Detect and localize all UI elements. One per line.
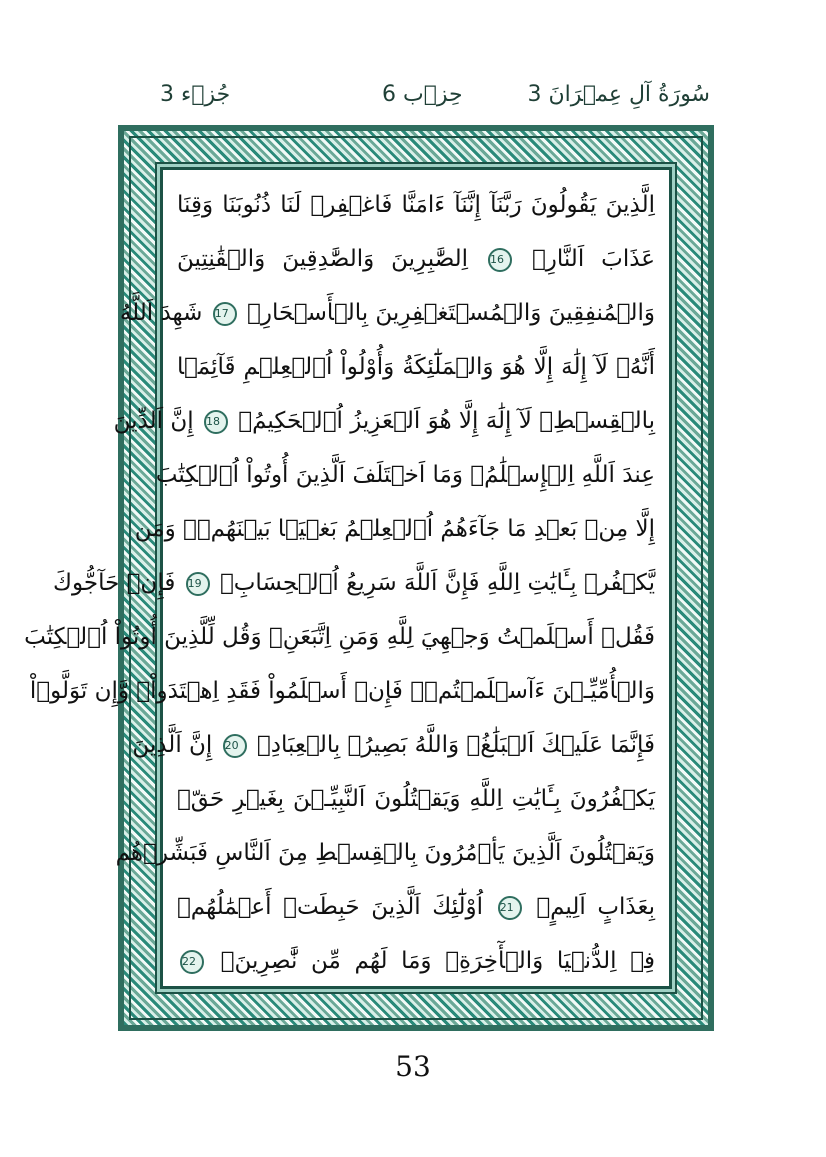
verse-line: يَّكۡفُرۡ بِـَٔايَٰتِ اِللَّهِ فَإِنَّ اَللَّهَ سَرِيعُ اُ۬لۡحِسَابِۖ 19 فَإِنۡ حَآجُّوكَ: [53, 570, 655, 596]
text-panel: [24, 167, 672, 989]
verse-line: وَيَقۡتُلُونَ اَلَّذِينَ يَأۡمُرُونَ بِالۡقِسۡطِ مِنَ اَلنَّاسِ فَبَشِّرۡهُم: [115, 840, 655, 866]
ayah-number-marker: 18: [204, 410, 228, 434]
ayah-number-marker: 22: [180, 950, 204, 974]
hizb-label: حِزۡب 6: [382, 82, 463, 107]
ornamental-border: [24, 125, 714, 1031]
page-header: [150, 82, 710, 118]
ayah-number-marker: 20: [223, 734, 247, 758]
verse-line: فَقُلۡ أَسۡلَمۡتُ وَجۡهِيَ لِلَّهِ وَمَنِ اِتَّبَعَنِۖ وَقُل لِّلَّذِينَ أُوتُواْ اُ۬لۡكِتَٰبَ: [24, 624, 655, 650]
ayah-number-marker: 16: [488, 248, 512, 272]
verse-line: فَإِنَّمَا عَلَيۡكَ اَلۡبَلَٰغُۖ وَاللَّهُ بَصِيرُۢ بِالۡعِبَادِۖ 20 إِنَّ اَلَّذِينَ: [132, 732, 655, 758]
page-number: 53: [395, 1050, 431, 1083]
verse-line: بِعَذَابٍ اَلِيمٍۖ 21 اُوْلَٰٓئِكَ اَلَّذِينَ حَبِطَتۡ أَعۡمَٰلُهُمۡ: [177, 894, 656, 920]
verse-line: إِلَّا مِنۢ بَعۡدِ مَا جَآءَهُمُ اُ۬لۡعِلۡمُ بَغۡيَۢا بَيۡنَهُمۡۖ وَمَن: [134, 516, 655, 542]
surah-label: 3 سُورَةُ آلِ عِمۡرَانَ: [527, 82, 710, 107]
ayah-number-marker: 17: [213, 302, 237, 326]
verse-line: فِے اِلدُّنۡيَا وَالۡأٓخِرَةِۖ وَمَا لَهُم مِّن نَّٰصِرِينَۖ 22: [182, 948, 655, 974]
verse-line: اِلَّذِينَ يَقُولُونَ رَبَّنَآ إِنَّنَآ ءَامَنَّا فَاغۡفِرۡ لَنَا ذُنُوبَنَا وَقِنَا: [177, 192, 655, 218]
verse-line: يَكۡفُرُونَ بِـَٔايَٰتِ اِللَّهِ وَيَقۡتُلُونَ اَلنَّبِيِّـۧنَ بِغَيۡرِ حَقّٖ: [177, 786, 655, 812]
verse-line: وَالۡأُمِّيِّـۧنَ ءَآسۡلَمۡتُمۡۖ فَإِنۡ أَسۡلَمُواْ فَقَدِ اِهۡتَدَواْۖ وَّإِن تَوَلَّوۡاْ: [29, 678, 655, 704]
ayah-number-marker: 19: [186, 572, 210, 596]
verse-line: عِندَ اَللَّهِ اِلۡإِسۡلَٰمُۖ وَمَا اَخۡتَلَفَ اَلَّذِينَ أُوتُواْ اُ۬لۡكِتَٰبَ: [155, 462, 655, 488]
verse-lines: [24, 178, 656, 978]
verse-line: وَالۡمُنفِقِينَ وَالۡمُسۡتَغۡفِرِينَ بِالۡأَسۡحَارِۖ 17 شَهِدَ اَللَّهُ: [119, 300, 655, 326]
verse-line: بِالۡقِسۡطِۖ لَآ إِلَٰهَ إِلَّا هُوَ اَلۡعَزِيزُ اُ۬لۡحَكِيمُۖ 18 إِنَّ اَلدِّينَ: [113, 408, 655, 434]
verse-line: أَنَّهُۥ لَآ إِلَٰهَ إِلَّا هُوَ وَالۡمَلَٰٓئِكَةُ وَأُوْلُواْ اُ۬لۡعِلۡمِ قَآئِمَۢا: [177, 354, 655, 380]
ayah-number-marker: 21: [498, 896, 522, 920]
juz-label: جُزۡء 3: [160, 82, 231, 107]
verse-line: عَذَابَ اَلنَّارِۖ 16 اِلصَّٰبِرِينَ وَالصَّٰدِقِينَ وَالۡقَٰنِتِينَ: [177, 246, 656, 272]
